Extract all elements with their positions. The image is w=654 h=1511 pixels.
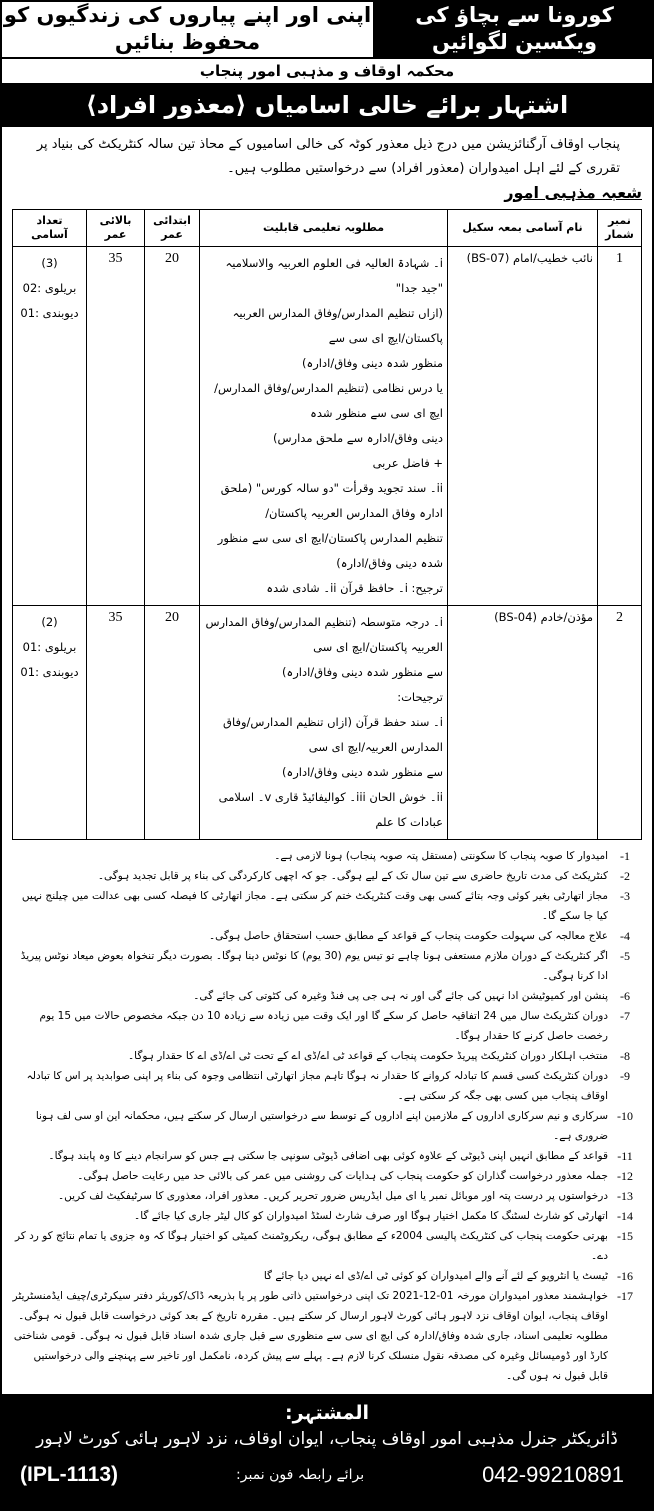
term-item bbox=[12, 1186, 642, 1206]
count-line: (3) bbox=[41, 256, 58, 271]
term-text: درخواستوں پر درست پتہ اور موبائل نمبر یا ای میل ایڈریس ضرور تحریر کریں۔ معذور افراد، معذوری کا سرٹیفکیٹ لف کریں۔ bbox=[58, 1190, 608, 1203]
advertiser-heading: المشتہر: bbox=[284, 1402, 370, 1425]
term-item bbox=[12, 926, 642, 946]
term-item bbox=[12, 1226, 642, 1266]
term-text: جملہ معذور درخواست گذاران کو حکومت پنجاب کی ہدایات کی روشنی میں عمر کی بالائی حد میں رعایت حاصل ہوگی۔ bbox=[77, 1170, 608, 1183]
term-text: مجاز اتھارٹی بغیر کوئی وجہ بتائے کسی بھی وقت کنٹریکٹ ختم کر سکتی ہے۔ مجاز اتھارٹی کا فیصلہ کسی بھی عدالت میں چیلنج نہیں کیا جا سکے گا۔ bbox=[21, 890, 608, 923]
qualification-line: i۔ درجہ متوسطہ (تنظیم المدارس/وفاق المدارس العربیہ پاکستان/ایچ ای سی bbox=[205, 615, 443, 655]
min-age: 20 bbox=[145, 247, 200, 606]
qualification-line: تنظیم المدارس پاکستان/ایچ ای سی سے منظور شدہ دینی وفاق/ادارہ) bbox=[217, 531, 443, 571]
term-item bbox=[12, 1206, 642, 1226]
term-text: بھرتی حکومت پنجاب کی کنٹریکٹ پالیسی 2004ء کے مطابق ہوگی، ریکروٹمنٹ کمیٹی کو اختیار ہوگا کہ وہ جزوی یا تمام نتائج کو رد کر دے۔ bbox=[15, 1230, 608, 1263]
table-row bbox=[13, 606, 642, 840]
post-count bbox=[13, 247, 87, 606]
post-name: نائب خطیب/امام (BS-07) bbox=[448, 247, 598, 606]
term-number: -12 bbox=[617, 1169, 633, 1184]
count-line: (2) bbox=[41, 615, 58, 630]
col-count: تعداد آسامی bbox=[13, 209, 87, 247]
term-item bbox=[12, 1146, 642, 1166]
min-age: 20 bbox=[145, 606, 200, 840]
banner-right-text: کورونا سے بچاؤ کی ویکسین لگوائیں bbox=[375, 0, 654, 59]
term-number: -2 bbox=[620, 869, 630, 884]
term-number: -3 bbox=[620, 889, 630, 904]
qualification-line: (ازاں تنظیم المدارس/وفاق المدارس العربیہ پاکستان/ایچ ای سی سے bbox=[232, 306, 443, 346]
term-number: -7 bbox=[620, 1009, 630, 1024]
qualification-line: سے منظور شدہ دینی وفاق/ادارہ) bbox=[282, 665, 443, 680]
term-number: -11 bbox=[617, 1149, 633, 1164]
count-line: بریلوی :02 bbox=[22, 281, 77, 296]
qualification-line: ii۔ خوش الحان iii۔ کوالیفائیڈ قاری v۔ اسلامی عبادات کا علم bbox=[218, 790, 443, 830]
ad-title: اشتہار برائے خالی اسامیاں ⟨معذور افراد⟩ bbox=[0, 85, 654, 125]
term-item bbox=[12, 1286, 642, 1386]
term-text: دوران کنٹریکٹ کسی قسم کا تبادلہ کروانے کا حقدار نہ ہوگا تاہم مجاز اتھارٹی انتظامی وجوہ کی بناء پر اپنی صوابدید پر اس کا تبادلہ اوقاف پنجاب میں کسی بھی جگہ کر سکتی ہے۔ bbox=[26, 1070, 608, 1103]
term-item bbox=[12, 886, 642, 926]
section-heading: شعبہ مذہبی امور bbox=[504, 182, 642, 202]
term-number: -16 bbox=[617, 1269, 633, 1284]
col-qualification: مطلوبہ تعلیمی قابلیت bbox=[200, 209, 448, 247]
qualification-line: + فاضل عربی bbox=[372, 456, 443, 471]
term-item bbox=[12, 1046, 642, 1066]
advertiser-address: ڈائریکٹر جنرل مذہبی امور اوقاف پنجاب، ایوان اوقاف، نزد لاہور ہائی کورٹ لاہور bbox=[36, 1429, 618, 1450]
term-number: -8 bbox=[620, 1049, 630, 1064]
qualification bbox=[200, 247, 448, 606]
post-count bbox=[13, 606, 87, 840]
count-line: دیوبندی :01 bbox=[20, 665, 79, 680]
term-text: کنٹریکٹ کی مدت تاریخ حاضری سے تین سال تک کے لیے ہوگی۔ جو کہ اچھی کارکردگی کی بناء پر قابل تجدید ہوگی۔ bbox=[97, 870, 608, 883]
serial-number: 1 bbox=[598, 247, 642, 606]
term-item bbox=[12, 846, 642, 866]
table-header-row bbox=[13, 209, 642, 247]
count-line: بریلوی :01 bbox=[22, 640, 77, 655]
term-number: -1 bbox=[620, 849, 630, 864]
col-post: نام آسامی بمعہ سکیل bbox=[448, 209, 598, 247]
term-text: منتخب اہلکار دوران کنٹریکٹ پیریڈ حکومت پنجاب کے قواعد ٹی اے/ڈی اے کے تحت ٹی اے/ڈی اے کا حقدار ہوگا۔ bbox=[128, 1050, 608, 1063]
term-text: ٹیسٹ یا انٹرویو کے لئے آنے والے امیدواران کو کوئی ٹی اے/ڈی اے نہیں دیا جائے گا bbox=[263, 1270, 608, 1283]
department-name: محکمہ اوقاف و مذہبی امور پنجاب bbox=[0, 59, 654, 85]
serial-number: 2 bbox=[598, 606, 642, 840]
col-max-age: بالائی عمر bbox=[87, 209, 145, 247]
term-item bbox=[12, 866, 642, 886]
qualification-line: دینی وفاق/ادارہ سے ملحق مدارس) bbox=[273, 431, 443, 446]
term-number: -5 bbox=[620, 949, 630, 964]
post-name: مؤذن/خادم (BS-04) bbox=[448, 606, 598, 840]
term-item bbox=[12, 986, 642, 1006]
term-item bbox=[12, 1266, 642, 1286]
term-text: اگر کنٹریکٹ کے دوران ملازم مستعفی ہونا چاہے تو تیس یوم (30 یوم) کا نوٹس دینا ہوگا۔ بصورت دیگر تنخواہ بعوض میعاد نوٹس پیریڈ ادا کرنا ہوگی۔ bbox=[20, 950, 608, 983]
term-number: -6 bbox=[620, 989, 630, 1004]
ad-body bbox=[0, 125, 654, 1397]
term-number: -4 bbox=[620, 929, 630, 944]
term-text: اتھارٹی کو شارٹ لسٹنگ کا مکمل اختیار ہوگا اور صرف شارٹ لسٹڈ امیدواران کو کال لیٹر جاری کیا جائے گا۔ bbox=[134, 1210, 608, 1223]
phone-number: 042-99210891 bbox=[482, 1461, 624, 1487]
term-text: امیدوار کا صوبہ پنجاب کا سکونتی (مستقل پتہ صوبہ پنجاب) ہونا لازمی ہے۔ bbox=[274, 850, 608, 863]
term-text: سرکاری و نیم سرکاری اداروں کے ملازمین اپنے اداروں کے توسط سے درخواستیں ارسال کر سکتے ہیں، محکمانہ این او سی لف ہونا ضروری ہے۔ bbox=[35, 1110, 608, 1143]
term-number: -13 bbox=[617, 1189, 633, 1204]
term-number: -15 bbox=[617, 1229, 633, 1244]
qualification-line: یا درس نظامی (تنظیم المدارس/وفاق المدارس/ایچ ای سی سے منظور شدہ bbox=[214, 381, 443, 421]
qualification-line: ترجیح: i۔ حافظ قرآن ii۔ شادی شدہ bbox=[266, 581, 443, 596]
term-text: دوران کنٹریکٹ سال میں 24 اتفاقیہ حاصل کر سکے گا اور ایک وقت میں زیادہ سے زیادہ 10 دن جبکہ مخصوص حالات میں 15 یوم رخصت حاصل کرنے کا حقدار ہوگا۔ bbox=[39, 1010, 608, 1043]
term-item bbox=[12, 1006, 642, 1046]
term-text: خواہشمند معذور امیدواران مورخہ 01-12-2021 تک اپنی درخواستیں ذاتی طور پر یا بذریعہ ڈاک/کوریئر دفتر سیکرٹری/چیف ایڈمنسٹریٹر اوقاف پنجاب، ایوان اوقاف نزد لاہور ہائی کورٹ لاہور ارسال کر سکتے ہیں۔ مقررہ تاریخ کے بعد کوئی درخواست قابل قبول نہ ہوگی۔ مطلوبہ تعلیمی اسناد، جاری شدہ وفاق/ادارہ کی ایچ ای سی سے منظوری سے قبل جاری شدہ اسناد قابل قبول نہ ہوگی۔ قومی شناختی کارڈ اور ڈومیسائل وغیرہ کی مصدقہ نقول منسلک کرنا لازم ہے۔ پہلے سے پیش کردہ، نامکمل اور تاخیر سے پہنچنے والی درخواستیں قابل قبول نہ ہوں گی۔ bbox=[12, 1290, 608, 1383]
qualification-line: سے منظور شدہ دینی وفاق/ادارہ) bbox=[282, 765, 443, 780]
qualification-line: ii۔ سند تجوید وقرأت "دو سالہ کورس" (ملحق ادارہ وفاق المدارس العربیہ پاکستان/ bbox=[220, 481, 443, 521]
term-item bbox=[12, 1106, 642, 1146]
term-number: -9 bbox=[620, 1069, 630, 1084]
intro-text: پنجاب اوقاف آرگنائزیشن میں درج ذیل معذور کوٹہ کی خالی اسامیوں کے محاذ تین سالہ کنٹریکٹ کی بنیاد پر تقرری کے لئے اہل امیدواران (معذور افراد) سے درخواستیں مطلوب ہیں۔ bbox=[36, 136, 620, 176]
term-number: -14 bbox=[617, 1209, 633, 1224]
col-min-age: ابتدائی عمر bbox=[145, 209, 200, 247]
qualification-line: منظور شدہ دینی وفاق/ادارہ) bbox=[302, 356, 443, 371]
max-age: 35 bbox=[87, 247, 145, 606]
vacancy-table bbox=[12, 209, 642, 841]
term-text: پنشن اور کمیوٹیشن ادا نہیں کی جائے گی اور نہ ہی جی پی فنڈ وغیرہ کی کٹوتی کی جائے گی۔ bbox=[193, 990, 608, 1003]
banner-left-text: اپنی اور اپنے پیاروں کی زندگیوں کو محفوظ بنائیں bbox=[0, 0, 375, 59]
covid-banner bbox=[0, 0, 654, 59]
max-age: 35 bbox=[87, 606, 145, 840]
term-number: -17 bbox=[617, 1289, 633, 1304]
col-serial: نمبر شمار bbox=[598, 209, 642, 247]
ipl-reference: (IPL-1113) bbox=[20, 1462, 119, 1486]
footer bbox=[0, 1396, 654, 1511]
term-item bbox=[12, 946, 642, 986]
qualification-line: i۔ شہادۃ العالیہ فی العلوم العربیہ والاسلامیہ "جید جدا" bbox=[225, 256, 443, 296]
qualification-line: i۔ سند حفظ قرآن (ازاں تنظیم المدارس/وفاق المدارس العربیہ/ایچ ای سی bbox=[223, 715, 443, 755]
term-item bbox=[12, 1066, 642, 1106]
qualification-line: ترجیحات: bbox=[397, 690, 443, 705]
term-number: -10 bbox=[617, 1109, 633, 1124]
phone-label: برائے رابطہ فون نمبر: bbox=[236, 1466, 365, 1483]
count-line: دیوبندی :01 bbox=[20, 306, 79, 321]
term-text: علاج معالجہ کی سہولت حکومت پنجاب کے قواعد کے مطابق حسب استحقاق حاصل ہوگی۔ bbox=[208, 930, 608, 943]
term-item bbox=[12, 1166, 642, 1186]
term-text: قواعد کے مطابق انہیں اپنی ڈیوٹی کے علاوہ کوئی بھی اضافی ڈیوٹی سونپی جا سکتی ہے جس کو سرانجام دینے کا وہ پابند ہوگا۔ bbox=[48, 1150, 608, 1163]
terms-list bbox=[12, 846, 642, 1386]
table-row bbox=[13, 247, 642, 606]
qualification bbox=[200, 606, 448, 840]
